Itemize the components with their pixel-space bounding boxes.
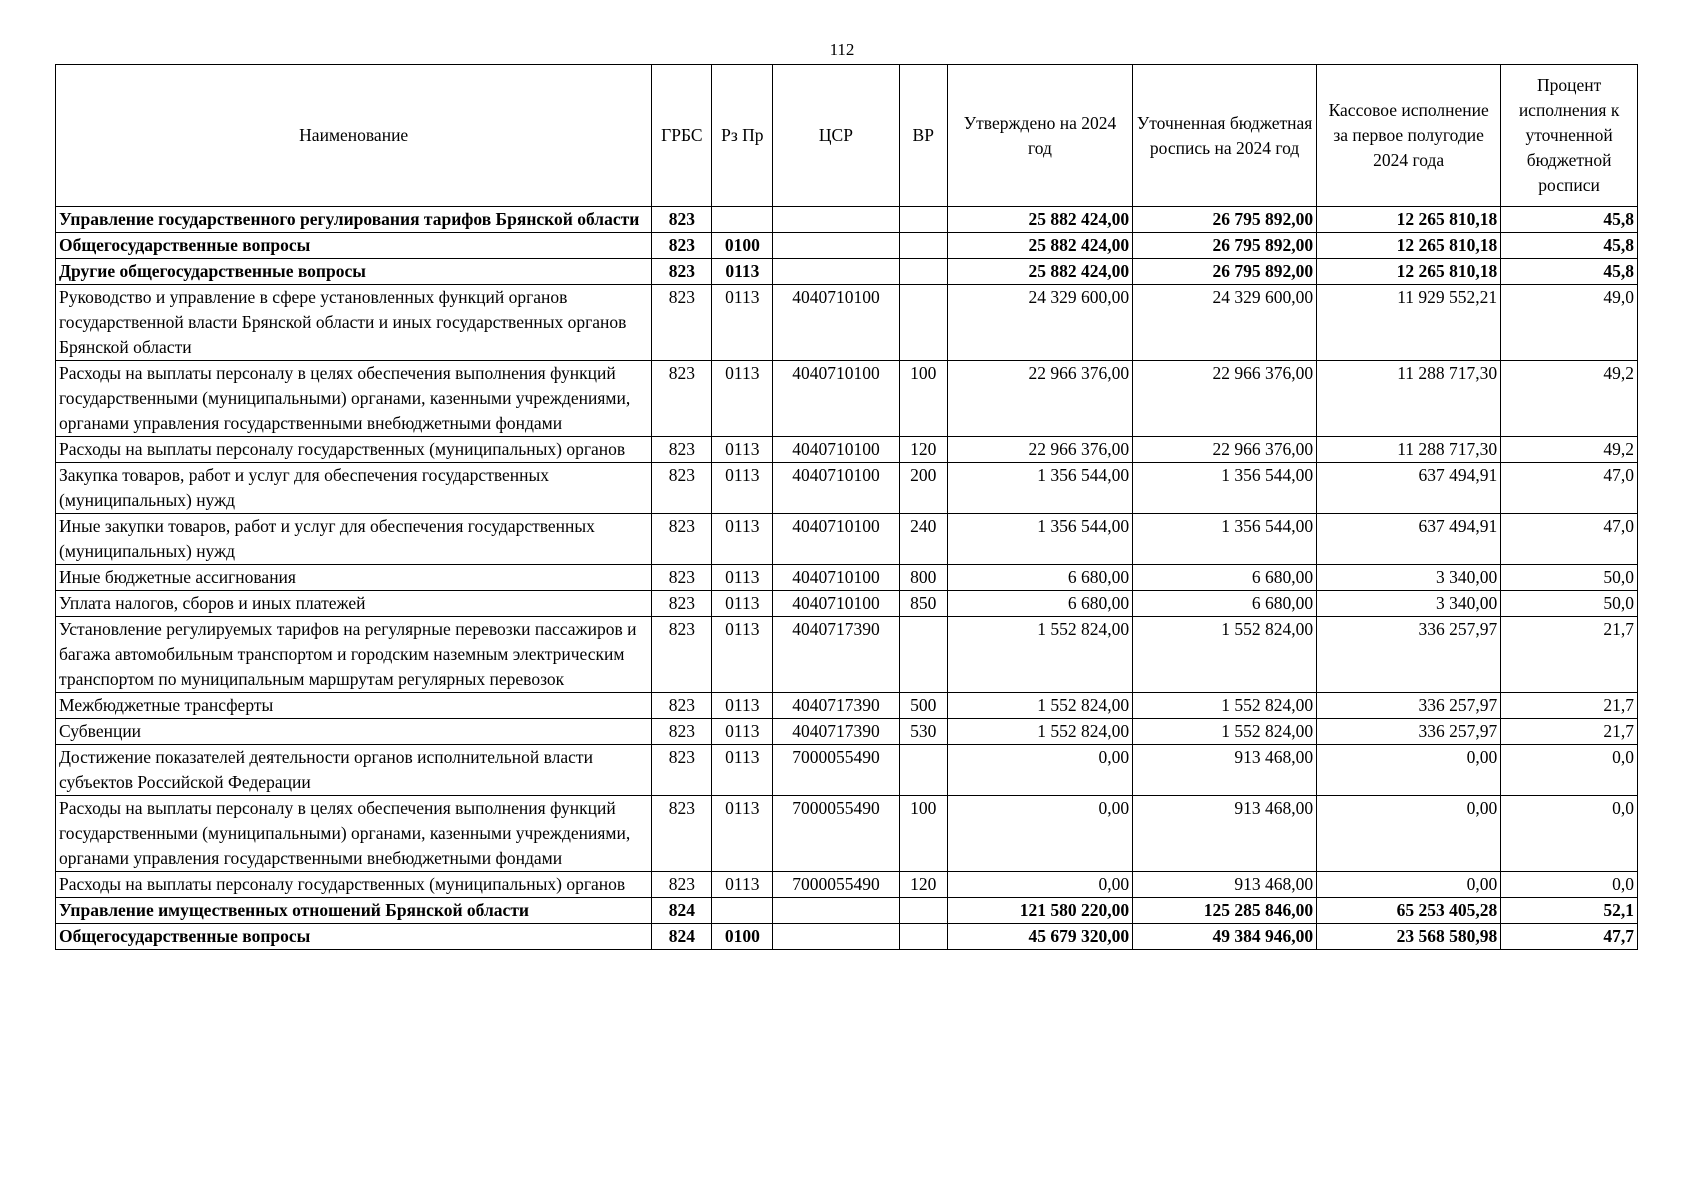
- cell-approved: 1 552 824,00: [947, 719, 1132, 745]
- cell-grbs: 823: [652, 745, 712, 796]
- cell-name: Субвенции: [56, 719, 652, 745]
- cell-approved: 1 552 824,00: [947, 617, 1132, 693]
- cell-name: Общегосударственные вопросы: [56, 233, 652, 259]
- cell-name: Установление регулируемых тарифов на регулярные перевозки пассажиров и багажа автомобильным транспортом и городским наземным электрическим транспортом по муниципальным маршрутам регулярных перевозок: [56, 617, 652, 693]
- cell-vr: [899, 207, 947, 233]
- cell-approved: 22 966 376,00: [947, 437, 1132, 463]
- table-row: [56, 259, 1638, 285]
- cell-refined: 1 356 544,00: [1133, 463, 1317, 514]
- cell-csr: 4040717390: [773, 617, 899, 693]
- cell-percent: 45,8: [1501, 233, 1638, 259]
- cell-approved: 25 882 424,00: [947, 233, 1132, 259]
- cell-rzpr: [712, 898, 773, 924]
- cell-grbs: 824: [652, 898, 712, 924]
- cell-csr: [773, 207, 899, 233]
- cell-vr: 500: [899, 693, 947, 719]
- table-row: [56, 872, 1638, 898]
- cell-name: Достижение показателей деятельности органов исполнительной власти субъектов Российской Федерации: [56, 745, 652, 796]
- cell-refined: 1 552 824,00: [1133, 719, 1317, 745]
- cell-csr: 7000055490: [773, 872, 899, 898]
- table-row: [56, 693, 1638, 719]
- cell-percent: 45,8: [1501, 207, 1638, 233]
- table-row: [56, 898, 1638, 924]
- cell-grbs: 823: [652, 796, 712, 872]
- budget-table: [55, 64, 1638, 950]
- cell-name: Управление государственного регулирования тарифов Брянской области: [56, 207, 652, 233]
- cell-vr: 120: [899, 872, 947, 898]
- cell-cash: 12 265 810,18: [1317, 207, 1501, 233]
- cell-vr: [899, 617, 947, 693]
- cell-name: Уплата налогов, сборов и иных платежей: [56, 591, 652, 617]
- cell-grbs: 823: [652, 437, 712, 463]
- cell-approved: 0,00: [947, 745, 1132, 796]
- cell-grbs: 823: [652, 285, 712, 361]
- cell-grbs: 823: [652, 617, 712, 693]
- cell-vr: [899, 259, 947, 285]
- cell-cash: 12 265 810,18: [1317, 259, 1501, 285]
- cell-rzpr: [712, 207, 773, 233]
- cell-grbs: 823: [652, 514, 712, 565]
- cell-refined: 6 680,00: [1133, 565, 1317, 591]
- cell-csr: 4040710100: [773, 565, 899, 591]
- cell-rzpr: 0113: [712, 361, 773, 437]
- cell-percent: 47,0: [1501, 463, 1638, 514]
- header-approved: Утверждено на 2024 год: [947, 65, 1132, 207]
- cell-refined: 26 795 892,00: [1133, 207, 1317, 233]
- cell-rzpr: 0113: [712, 617, 773, 693]
- cell-csr: 4040710100: [773, 437, 899, 463]
- table-row: [56, 617, 1638, 693]
- cell-refined: 22 966 376,00: [1133, 437, 1317, 463]
- cell-percent: 0,0: [1501, 796, 1638, 872]
- table-row: [56, 361, 1638, 437]
- cell-grbs: 823: [652, 565, 712, 591]
- cell-vr: 100: [899, 796, 947, 872]
- cell-percent: 21,7: [1501, 617, 1638, 693]
- header-cash: Кассовое исполнение за первое полугодие 2024 года: [1317, 65, 1501, 207]
- table-row: [56, 437, 1638, 463]
- table-row: [56, 745, 1638, 796]
- cell-grbs: 823: [652, 361, 712, 437]
- cell-vr: [899, 285, 947, 361]
- cell-refined: 125 285 846,00: [1133, 898, 1317, 924]
- cell-grbs: 823: [652, 872, 712, 898]
- cell-percent: 50,0: [1501, 565, 1638, 591]
- cell-rzpr: 0113: [712, 796, 773, 872]
- table-row: [56, 719, 1638, 745]
- cell-vr: 530: [899, 719, 947, 745]
- header-rzpr: Рз Пр: [712, 65, 773, 207]
- cell-approved: 0,00: [947, 872, 1132, 898]
- cell-cash: 11 929 552,21: [1317, 285, 1501, 361]
- cell-vr: [899, 924, 947, 950]
- cell-cash: 65 253 405,28: [1317, 898, 1501, 924]
- cell-approved: 1 552 824,00: [947, 693, 1132, 719]
- cell-percent: 47,0: [1501, 514, 1638, 565]
- cell-cash: 637 494,91: [1317, 514, 1501, 565]
- cell-percent: 21,7: [1501, 693, 1638, 719]
- cell-vr: [899, 898, 947, 924]
- cell-vr: 100: [899, 361, 947, 437]
- header-refined: Уточненная бюджетная роспись на 2024 год: [1133, 65, 1317, 207]
- cell-percent: 49,0: [1501, 285, 1638, 361]
- cell-rzpr: 0113: [712, 285, 773, 361]
- header-name: Наименование: [56, 65, 652, 207]
- cell-refined: 913 468,00: [1133, 872, 1317, 898]
- cell-cash: 23 568 580,98: [1317, 924, 1501, 950]
- cell-name: Расходы на выплаты персоналу государственных (муниципальных) органов: [56, 872, 652, 898]
- cell-csr: [773, 924, 899, 950]
- cell-cash: 336 257,97: [1317, 719, 1501, 745]
- cell-name: Расходы на выплаты персоналу в целях обеспечения выполнения функций государственными (муниципальными) органами, казенными учреждениями, органами управления государственными внебюджетными фондами: [56, 361, 652, 437]
- cell-refined: 49 384 946,00: [1133, 924, 1317, 950]
- cell-percent: 50,0: [1501, 591, 1638, 617]
- cell-vr: 850: [899, 591, 947, 617]
- page-number: 112: [829, 40, 855, 59]
- cell-percent: 21,7: [1501, 719, 1638, 745]
- cell-grbs: 823: [652, 463, 712, 514]
- cell-grbs: 823: [652, 233, 712, 259]
- table-row: [56, 207, 1638, 233]
- cell-vr: 120: [899, 437, 947, 463]
- cell-approved: 25 882 424,00: [947, 207, 1132, 233]
- header-row: [56, 65, 1638, 207]
- cell-cash: 3 340,00: [1317, 565, 1501, 591]
- cell-percent: 45,8: [1501, 259, 1638, 285]
- cell-csr: 4040717390: [773, 719, 899, 745]
- cell-cash: 0,00: [1317, 745, 1501, 796]
- cell-refined: 913 468,00: [1133, 745, 1317, 796]
- cell-grbs: 824: [652, 924, 712, 950]
- cell-rzpr: 0113: [712, 437, 773, 463]
- cell-refined: 1 356 544,00: [1133, 514, 1317, 565]
- cell-csr: 4040710100: [773, 591, 899, 617]
- cell-name: Руководство и управление в сфере установленных функций органов государственной власти Брянской области и иных государственных органов Брянской области: [56, 285, 652, 361]
- cell-cash: 0,00: [1317, 872, 1501, 898]
- cell-refined: 26 795 892,00: [1133, 233, 1317, 259]
- cell-refined: 24 329 600,00: [1133, 285, 1317, 361]
- cell-name: Расходы на выплаты персоналу в целях обеспечения выполнения функций государственными (муниципальными) органами, казенными учреждениями, органами управления государственными внебюджетными фондами: [56, 796, 652, 872]
- cell-csr: [773, 259, 899, 285]
- cell-refined: 26 795 892,00: [1133, 259, 1317, 285]
- cell-percent: 49,2: [1501, 361, 1638, 437]
- cell-grbs: 823: [652, 719, 712, 745]
- cell-csr: 4040717390: [773, 693, 899, 719]
- cell-rzpr: 0113: [712, 872, 773, 898]
- cell-csr: 4040710100: [773, 285, 899, 361]
- cell-approved: 24 329 600,00: [947, 285, 1132, 361]
- cell-csr: 7000055490: [773, 745, 899, 796]
- header-percent: Процент исполнения к уточненной бюджетной росписи: [1501, 65, 1638, 207]
- cell-name: Межбюджетные трансферты: [56, 693, 652, 719]
- cell-csr: 7000055490: [773, 796, 899, 872]
- cell-csr: 4040710100: [773, 463, 899, 514]
- cell-percent: 0,0: [1501, 745, 1638, 796]
- cell-cash: 3 340,00: [1317, 591, 1501, 617]
- cell-cash: 336 257,97: [1317, 693, 1501, 719]
- cell-name: Иные закупки товаров, работ и услуг для обеспечения государственных (муниципальных) нужд: [56, 514, 652, 565]
- cell-name: Иные бюджетные ассигнования: [56, 565, 652, 591]
- cell-refined: 6 680,00: [1133, 591, 1317, 617]
- cell-grbs: 823: [652, 259, 712, 285]
- cell-percent: 49,2: [1501, 437, 1638, 463]
- cell-refined: 1 552 824,00: [1133, 617, 1317, 693]
- cell-rzpr: 0113: [712, 463, 773, 514]
- cell-percent: 52,1: [1501, 898, 1638, 924]
- cell-cash: 11 288 717,30: [1317, 361, 1501, 437]
- cell-refined: 913 468,00: [1133, 796, 1317, 872]
- cell-approved: 6 680,00: [947, 565, 1132, 591]
- cell-cash: 11 288 717,30: [1317, 437, 1501, 463]
- cell-approved: 6 680,00: [947, 591, 1132, 617]
- table-row: [56, 285, 1638, 361]
- cell-cash: 12 265 810,18: [1317, 233, 1501, 259]
- cell-approved: 25 882 424,00: [947, 259, 1132, 285]
- cell-cash: 637 494,91: [1317, 463, 1501, 514]
- cell-vr: 240: [899, 514, 947, 565]
- cell-approved: 1 356 544,00: [947, 514, 1132, 565]
- cell-name: Закупка товаров, работ и услуг для обеспечения государственных (муниципальных) нужд: [56, 463, 652, 514]
- table-row: [56, 233, 1638, 259]
- cell-vr: 200: [899, 463, 947, 514]
- cell-csr: [773, 233, 899, 259]
- cell-percent: 0,0: [1501, 872, 1638, 898]
- cell-rzpr: 0100: [712, 924, 773, 950]
- table-row: [56, 514, 1638, 565]
- cell-csr: 4040710100: [773, 514, 899, 565]
- cell-name: Общегосударственные вопросы: [56, 924, 652, 950]
- table-row: [56, 591, 1638, 617]
- table-row: [56, 565, 1638, 591]
- cell-rzpr: 0113: [712, 719, 773, 745]
- cell-cash: 0,00: [1317, 796, 1501, 872]
- cell-rzpr: 0113: [712, 259, 773, 285]
- cell-rzpr: 0113: [712, 693, 773, 719]
- cell-approved: 1 356 544,00: [947, 463, 1132, 514]
- cell-grbs: 823: [652, 693, 712, 719]
- table-row: [56, 796, 1638, 872]
- cell-cash: 336 257,97: [1317, 617, 1501, 693]
- cell-rzpr: 0113: [712, 745, 773, 796]
- cell-vr: 800: [899, 565, 947, 591]
- cell-grbs: 823: [652, 207, 712, 233]
- cell-name: Расходы на выплаты персоналу государственных (муниципальных) органов: [56, 437, 652, 463]
- cell-approved: 22 966 376,00: [947, 361, 1132, 437]
- cell-rzpr: 0113: [712, 591, 773, 617]
- cell-name: Другие общегосударственные вопросы: [56, 259, 652, 285]
- cell-vr: [899, 233, 947, 259]
- header-vr: ВР: [899, 65, 947, 207]
- cell-rzpr: 0113: [712, 565, 773, 591]
- cell-rzpr: 0100: [712, 233, 773, 259]
- header-csr: ЦСР: [773, 65, 899, 207]
- cell-name: Управление имущественных отношений Брянской области: [56, 898, 652, 924]
- cell-rzpr: 0113: [712, 514, 773, 565]
- cell-refined: 22 966 376,00: [1133, 361, 1317, 437]
- table-row: [56, 463, 1638, 514]
- cell-approved: 45 679 320,00: [947, 924, 1132, 950]
- header-grbs: ГРБС: [652, 65, 712, 207]
- cell-approved: 121 580 220,00: [947, 898, 1132, 924]
- cell-approved: 0,00: [947, 796, 1132, 872]
- cell-csr: 4040710100: [773, 361, 899, 437]
- cell-csr: [773, 898, 899, 924]
- cell-vr: [899, 745, 947, 796]
- cell-percent: 47,7: [1501, 924, 1638, 950]
- table-row: [56, 924, 1638, 950]
- cell-grbs: 823: [652, 591, 712, 617]
- cell-refined: 1 552 824,00: [1133, 693, 1317, 719]
